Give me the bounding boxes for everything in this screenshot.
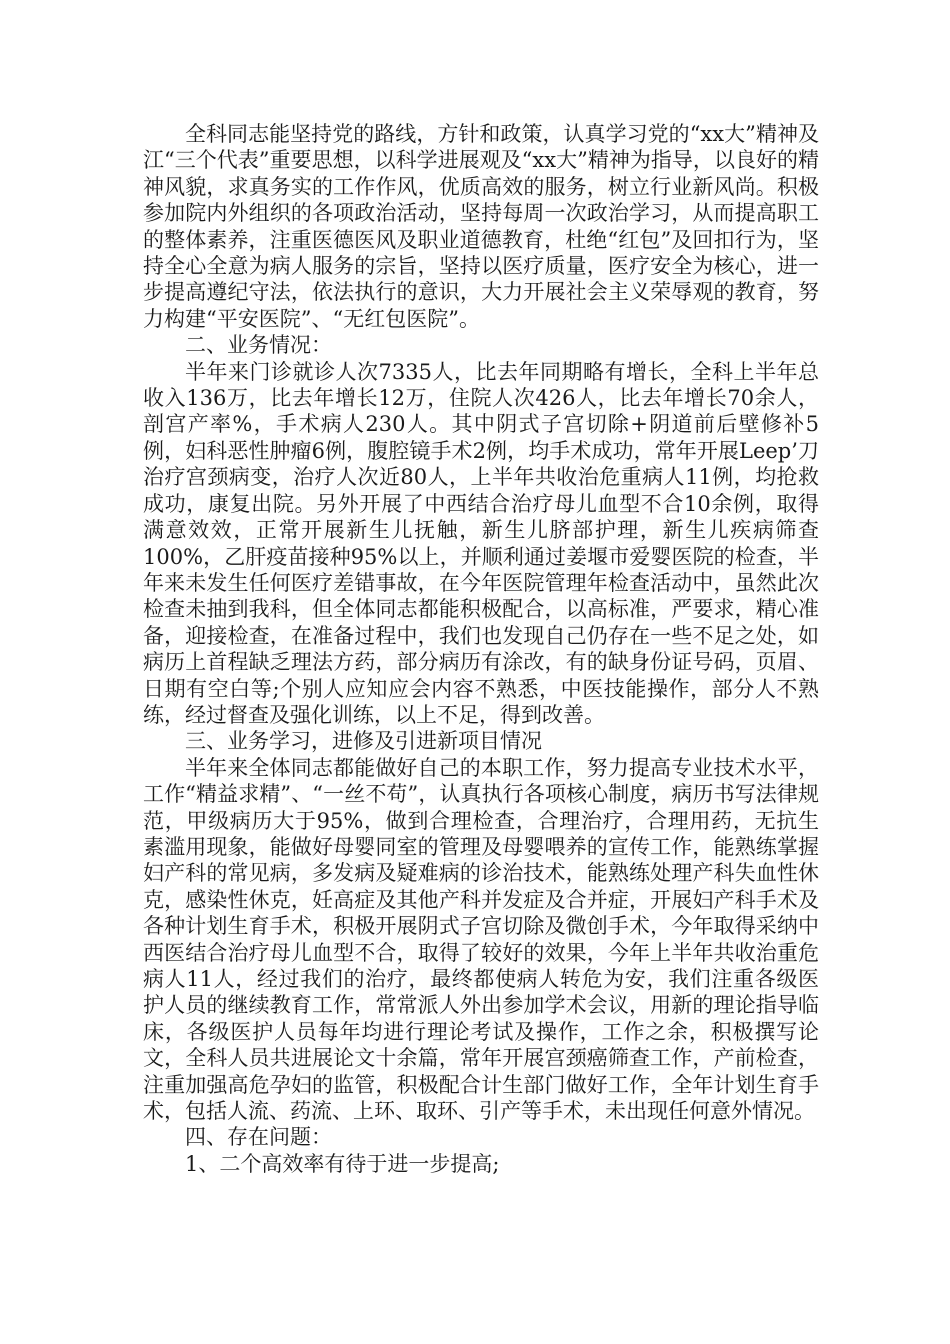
paragraph-business-situation: 半年来门诊就诊人次7335人，比去年同期略有增长，全科上半年总收入136万，比去年增长12万，住院人次426人，比去年增长70余人，剖宫产率%，手术病人230人。其中阴式子宫切除+阴道前后壁修补5例，妇科恶性肿瘤6例，腹腔镜手术2例，均手术成功，常年开展Leep’刀治疗宫颈病变，治疗人次近80人，上半年共收治危重病人11例，均抢救成功，康复出院。另外开展了中西结合治疗母儿血型不合10余例，取得满意效效，正常开展新生儿抚触，新生儿脐部护理，新生儿疾病筛查100%，乙肝疫苗接种95%以上，并顺利通过姜堰市爱婴医院的检查，半年来未发生任何医疗差错事故，在今年医院管理年检查活动中，虽然此次检查未抽到我科，但全体同志都能积极配合，以高标准，严要求，精心准备，迎接检查，在准备过程中，我们也发现自己仍存在一些不足之处，如病历上首程缺乏理法方药，部分病历有涂改，有的缺身份证号码，页眉、日期有空白等;个别人应知应会内容不熟悉，中医技能操作，部分人不熟练，经过督查及强化训练，以上不足，得到改善。	[143, 359, 819, 727]
document-body	[143, 121, 819, 1177]
heading-existing-problems: 四、存在问题：	[185, 1125, 332, 1150]
paragraph-problem-1: 1、二个高效率有待于进一步提高;	[185, 1151, 500, 1176]
heading-business-situation: 二、业务情况：	[185, 333, 332, 358]
paragraph-study-and-new-projects: 半年来全体同志都能做好自己的本职工作，努力提高专业技术水平，工作“精益求精”、“一丝不苟”，认真执行各项核心制度，病历书写法律规范，甲级病历大于95%，做到合理检查，合理治疗，合理用药，无抗生素滥用现象，能做好母婴同室的管理及母婴喂养的宣传工作，能熟练掌握妇产科的常见病，多发病及疑难病的诊治技术，能熟练处理产科失血性休克，感染性休克，妊高症及其他产科并发症及合并症，开展妇产科手术及各种计划生育手术，积极开展阴式子宫切除及微创手术，今年取得采纳中西医结合治疗母儿血型不合，取得了较好的效果，今年上半年共收治重危病人11人，经过我们的治疗，最终都使病人转危为安，我们注重各级医护人员的继续教育工作，常常派人外出参加学术会议，用新的理论指导临床，各级医护人员每年均进行理论考试及操作，工作之余，积极撰写论文，全科人员共进展论文十余篇，常年开展宫颈癌筛查工作，产前检查，注重加强高危孕妇的监管，积极配合计生部门做好工作，全年计划生育手术，包括人流、药流、上环、取环、引产等手术，未出现任何意外情况。	[143, 755, 819, 1124]
heading-study-and-new-projects: 三、业务学习，进修及引进新项目情况	[185, 729, 542, 754]
paragraph-political-work: 全科同志能坚持党的路线，方针和政策，认真学习党的“xx大”精神及江“三个代表”重要思想，以科学进展观及“xx大”精神为指导，以良好的精神风貌，求真务实的工作作风，优质高效的服务，树立行业新风尚。积极参加院内外组织的各项政治活动，坚持每周一次政治学习，从而提高职工的整体素养，注重医德医风及职业道德教育，杜绝“红包”及回扣行为，坚持全心全意为病人服务的宗旨，坚持以医疗质量，医疗安全为核心，进一步提高遵纪守法，依法执行的意识，大力开展社会主义荣辱观的教育，努力构建“平安医院”、“无红包医院”。	[143, 122, 819, 331]
